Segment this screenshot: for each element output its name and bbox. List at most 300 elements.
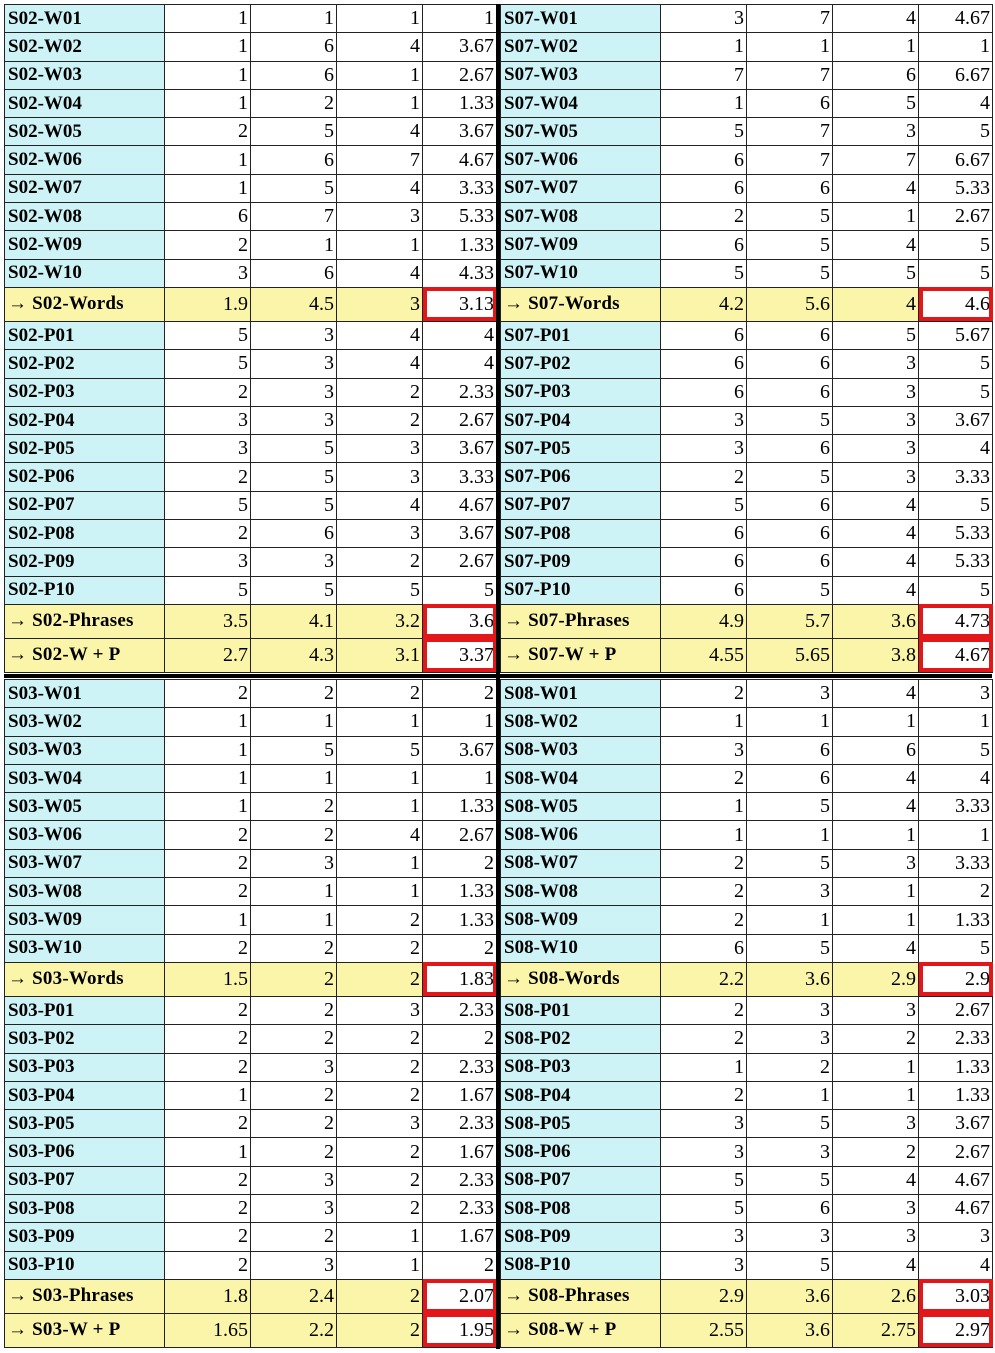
score-cell: 1 xyxy=(337,89,423,117)
summary-row xyxy=(5,604,497,638)
table-row xyxy=(5,491,497,519)
score-cell: 3 xyxy=(337,1110,423,1138)
score-cell: 3.33 xyxy=(919,463,993,491)
score-cell: 4 xyxy=(337,33,423,61)
score-cell: 3 xyxy=(337,435,423,463)
score-cell: 3 xyxy=(661,435,747,463)
score-cell: 1.33 xyxy=(919,1053,993,1081)
table-row xyxy=(501,1081,993,1109)
row-label: S03-P01 xyxy=(5,996,165,1024)
table-row xyxy=(501,878,993,906)
score-cell: 1 xyxy=(833,708,919,736)
score-cell: 6 xyxy=(747,321,833,349)
row-label: S07-P01 xyxy=(501,321,661,349)
score-cell: 1 xyxy=(165,708,251,736)
row-label: S02-P01 xyxy=(5,321,165,349)
table-row xyxy=(501,350,993,378)
score-cell: 4.1 xyxy=(251,604,337,638)
score-cell: 4.33 xyxy=(423,259,497,287)
score-cell: 5.65 xyxy=(747,638,833,672)
table-row xyxy=(501,1195,993,1223)
score-cell: 2 xyxy=(165,878,251,906)
score-cell: 5.33 xyxy=(919,174,993,202)
score-cell: 3 xyxy=(251,406,337,434)
summary-row xyxy=(501,1313,993,1347)
score-cell: 2.9 xyxy=(661,1279,747,1313)
row-label: S07-P05 xyxy=(501,435,661,463)
row-label: S03-W10 xyxy=(5,934,165,962)
score-cell: 5 xyxy=(747,1251,833,1279)
score-cell: 3.33 xyxy=(423,174,497,202)
score-cell: 6 xyxy=(661,576,747,604)
row-label: S03-W06 xyxy=(5,821,165,849)
table-row xyxy=(5,934,497,962)
score-cell: 1 xyxy=(833,1053,919,1081)
score-cell: 2 xyxy=(337,548,423,576)
score-cell: 5 xyxy=(337,736,423,764)
score-cell: 5 xyxy=(165,576,251,604)
score-cell: 2 xyxy=(423,1251,497,1279)
summary-row xyxy=(501,604,993,638)
table-row xyxy=(5,1025,497,1053)
score-cell: 1.67 xyxy=(423,1223,497,1251)
table-row xyxy=(501,146,993,174)
score-cell: 7 xyxy=(661,61,747,89)
row-label: S08-W01 xyxy=(501,680,661,708)
row-label: → S02-Words xyxy=(5,287,165,321)
score-cell: 5.33 xyxy=(919,520,993,548)
score-cell: 4 xyxy=(833,548,919,576)
table-row xyxy=(501,174,993,202)
row-label: S08-P05 xyxy=(501,1110,661,1138)
row-label: S03-W09 xyxy=(5,906,165,934)
score-cell: 2 xyxy=(251,1025,337,1053)
row-label: S03-W03 xyxy=(5,736,165,764)
score-cell: 2.55 xyxy=(661,1313,747,1347)
score-cell: 3 xyxy=(833,406,919,434)
score-cell: 2 xyxy=(165,1110,251,1138)
score-cell: 3 xyxy=(747,1025,833,1053)
table-row xyxy=(501,708,993,736)
score-cell: 3.33 xyxy=(423,463,497,491)
score-cell: 6 xyxy=(661,231,747,259)
row-label: S08-W07 xyxy=(501,849,661,877)
score-cell: 4 xyxy=(833,1166,919,1194)
score-cell: 3 xyxy=(251,378,337,406)
score-cell: 4 xyxy=(833,287,919,321)
score-cell: 5 xyxy=(919,491,993,519)
score-cell: 6 xyxy=(747,1195,833,1223)
score-cell: 1 xyxy=(337,1251,423,1279)
score-cell: 7 xyxy=(833,146,919,174)
data-table xyxy=(4,679,497,1348)
score-cell: 2 xyxy=(165,1025,251,1053)
score-cell: 6 xyxy=(747,736,833,764)
highlighted-mean-cell: 3.13 xyxy=(423,287,497,321)
table-row xyxy=(5,118,497,146)
score-cell: 6 xyxy=(747,548,833,576)
score-cell: 2 xyxy=(165,463,251,491)
score-cell: 6.67 xyxy=(919,61,993,89)
score-cell: 4 xyxy=(833,174,919,202)
row-label: S03-W05 xyxy=(5,793,165,821)
score-cell: 6 xyxy=(747,174,833,202)
score-cell: 6 xyxy=(747,435,833,463)
score-cell: 4.2 xyxy=(661,287,747,321)
score-cell: 2.75 xyxy=(833,1313,919,1347)
summary-row xyxy=(501,962,993,996)
table-row xyxy=(501,259,993,287)
score-cell: 6 xyxy=(661,321,747,349)
table-row xyxy=(5,378,497,406)
score-cell: 1 xyxy=(919,821,993,849)
row-label: S03-W01 xyxy=(5,680,165,708)
table-row xyxy=(5,764,497,792)
table-row xyxy=(5,548,497,576)
score-cell: 6 xyxy=(747,764,833,792)
score-cell: 4 xyxy=(337,174,423,202)
row-label: → S07-Phrases xyxy=(501,604,661,638)
score-cell: 3 xyxy=(337,996,423,1024)
score-cell: 5.33 xyxy=(423,203,497,231)
table-row xyxy=(501,435,993,463)
table-row xyxy=(501,1223,993,1251)
score-cell: 1 xyxy=(337,849,423,877)
score-cell: 2 xyxy=(165,118,251,146)
row-label: S02-W04 xyxy=(5,89,165,117)
score-cell: 4 xyxy=(919,89,993,117)
score-cell: 3 xyxy=(661,736,747,764)
table-row xyxy=(501,406,993,434)
score-cell: 1 xyxy=(165,1138,251,1166)
score-cell: 3.33 xyxy=(919,793,993,821)
score-cell: 2 xyxy=(423,934,497,962)
score-cell: 2 xyxy=(661,203,747,231)
score-cell: 2 xyxy=(661,463,747,491)
row-label: S08-P10 xyxy=(501,1251,661,1279)
score-cell: 1 xyxy=(423,764,497,792)
score-cell: 6 xyxy=(251,33,337,61)
table-row xyxy=(501,1138,993,1166)
score-cell: 5 xyxy=(919,736,993,764)
score-cell: 1 xyxy=(165,61,251,89)
table-row xyxy=(5,996,497,1024)
score-cell: 2 xyxy=(337,378,423,406)
score-cell: 5 xyxy=(251,576,337,604)
table-row xyxy=(5,1195,497,1223)
row-label: S02-W03 xyxy=(5,61,165,89)
row-label: S07-W07 xyxy=(501,174,661,202)
score-cell: 3.67 xyxy=(423,520,497,548)
score-cell: 6 xyxy=(251,61,337,89)
row-label: S08-P08 xyxy=(501,1195,661,1223)
score-cell: 6 xyxy=(661,548,747,576)
summary-row xyxy=(501,1279,993,1313)
score-cell: 2 xyxy=(251,1110,337,1138)
row-label: S02-W08 xyxy=(5,203,165,231)
table-row xyxy=(501,680,993,708)
score-cell: 2 xyxy=(251,821,337,849)
score-cell: 4 xyxy=(833,231,919,259)
score-cell: 5 xyxy=(661,118,747,146)
row-label: S07-W08 xyxy=(501,203,661,231)
score-cell: 2 xyxy=(165,1251,251,1279)
score-cell: 4 xyxy=(337,321,423,349)
score-cell: 3.6 xyxy=(747,962,833,996)
table-row xyxy=(501,934,993,962)
score-cell: 2 xyxy=(165,1223,251,1251)
score-cell: 3 xyxy=(251,548,337,576)
score-cell: 2 xyxy=(337,1279,423,1313)
score-cell: 2.2 xyxy=(661,962,747,996)
score-cell: 6 xyxy=(251,146,337,174)
score-cell: 5 xyxy=(747,934,833,962)
score-cell: 1 xyxy=(661,1053,747,1081)
score-cell: 2 xyxy=(661,906,747,934)
score-cell: 3 xyxy=(661,1110,747,1138)
score-cell: 1 xyxy=(165,764,251,792)
score-cell: 2.67 xyxy=(423,548,497,576)
score-cell: 7 xyxy=(747,61,833,89)
score-cell: 4 xyxy=(919,764,993,792)
row-label: S02-W10 xyxy=(5,259,165,287)
score-cell: 1 xyxy=(165,793,251,821)
score-cell: 3 xyxy=(747,996,833,1024)
score-cell: 3 xyxy=(833,849,919,877)
row-label: S03-P06 xyxy=(5,1138,165,1166)
score-cell: 6.67 xyxy=(919,146,993,174)
score-cell: 1 xyxy=(337,793,423,821)
score-cell: 6 xyxy=(747,520,833,548)
ratings-table xyxy=(4,4,992,1349)
score-cell: 2 xyxy=(165,231,251,259)
score-cell: 5 xyxy=(423,576,497,604)
score-cell: 3.33 xyxy=(919,849,993,877)
row-label: S02-P06 xyxy=(5,463,165,491)
table-row xyxy=(501,89,993,117)
score-cell: 2 xyxy=(337,1081,423,1109)
highlighted-mean-cell: 3.37 xyxy=(423,638,497,672)
score-cell: 2 xyxy=(251,1223,337,1251)
summary-row xyxy=(5,638,497,672)
score-cell: 2 xyxy=(251,793,337,821)
score-cell: 3 xyxy=(165,548,251,576)
score-cell: 2 xyxy=(919,878,993,906)
score-cell: 3 xyxy=(251,1195,337,1223)
score-cell: 2 xyxy=(165,680,251,708)
score-cell: 7 xyxy=(251,203,337,231)
score-cell: 5 xyxy=(919,934,993,962)
score-cell: 1 xyxy=(661,708,747,736)
score-cell: 2 xyxy=(423,1025,497,1053)
score-cell: 5 xyxy=(747,203,833,231)
score-cell: 5 xyxy=(165,321,251,349)
score-cell: 2 xyxy=(747,1053,833,1081)
row-label: S08-P06 xyxy=(501,1138,661,1166)
score-cell: 3 xyxy=(833,1195,919,1223)
score-cell: 2 xyxy=(337,1053,423,1081)
score-cell: 6 xyxy=(661,174,747,202)
score-cell: 3.67 xyxy=(423,435,497,463)
score-cell: 1 xyxy=(747,906,833,934)
score-cell: 4 xyxy=(423,321,497,349)
score-cell: 5 xyxy=(833,259,919,287)
score-cell: 1 xyxy=(165,5,251,33)
score-cell: 2 xyxy=(423,680,497,708)
score-cell: 4.9 xyxy=(661,604,747,638)
table-row xyxy=(501,1251,993,1279)
score-cell: 1 xyxy=(423,5,497,33)
score-cell: 1.33 xyxy=(423,231,497,259)
score-cell: 4 xyxy=(919,435,993,463)
score-cell: 1.67 xyxy=(423,1081,497,1109)
score-cell: 1 xyxy=(661,821,747,849)
table-row xyxy=(5,1053,497,1081)
table-row xyxy=(5,174,497,202)
score-cell: 4.55 xyxy=(661,638,747,672)
score-cell: 5 xyxy=(661,491,747,519)
score-cell: 1 xyxy=(833,1081,919,1109)
row-label: S07-P03 xyxy=(501,378,661,406)
score-cell: 4 xyxy=(423,350,497,378)
score-cell: 2.67 xyxy=(919,203,993,231)
table-block-s03 xyxy=(4,679,496,1348)
score-cell: 5 xyxy=(251,736,337,764)
score-cell: 2.9 xyxy=(833,962,919,996)
score-cell: 3.67 xyxy=(919,1110,993,1138)
score-cell: 3.8 xyxy=(833,638,919,672)
score-cell: 2 xyxy=(337,1025,423,1053)
table-row xyxy=(5,231,497,259)
score-cell: 1 xyxy=(165,89,251,117)
score-cell: 1 xyxy=(337,708,423,736)
table-row xyxy=(5,793,497,821)
table-row xyxy=(501,996,993,1024)
score-cell: 2 xyxy=(337,934,423,962)
score-cell: 1.33 xyxy=(423,793,497,821)
score-cell: 7 xyxy=(747,146,833,174)
row-label: S02-W09 xyxy=(5,231,165,259)
score-cell: 4 xyxy=(337,491,423,519)
row-label: S07-W03 xyxy=(501,61,661,89)
score-cell: 1 xyxy=(833,906,919,934)
score-cell: 5 xyxy=(747,1166,833,1194)
table-row xyxy=(501,736,993,764)
score-cell: 4 xyxy=(833,576,919,604)
score-cell: 3.67 xyxy=(423,736,497,764)
score-cell: 4 xyxy=(833,680,919,708)
score-cell: 3 xyxy=(833,118,919,146)
score-cell: 2.6 xyxy=(833,1279,919,1313)
score-cell: 1 xyxy=(337,878,423,906)
summary-row xyxy=(5,1313,497,1347)
table-row xyxy=(501,118,993,146)
row-label: S07-W09 xyxy=(501,231,661,259)
table-row xyxy=(501,793,993,821)
row-label: S07-P04 xyxy=(501,406,661,434)
score-cell: 1.67 xyxy=(423,1138,497,1166)
table-row xyxy=(5,203,497,231)
score-cell: 6 xyxy=(661,378,747,406)
score-cell: 5 xyxy=(747,406,833,434)
highlighted-mean-cell: 3.03 xyxy=(919,1279,993,1313)
summary-row xyxy=(501,638,993,672)
score-cell: 2 xyxy=(661,1081,747,1109)
table-row xyxy=(5,321,497,349)
row-label: S08-W06 xyxy=(501,821,661,849)
row-label: S08-W10 xyxy=(501,934,661,962)
row-label: S03-W04 xyxy=(5,764,165,792)
score-cell: 5 xyxy=(919,378,993,406)
score-cell: 5 xyxy=(661,1195,747,1223)
table-row xyxy=(501,821,993,849)
row-label: S08-W05 xyxy=(501,793,661,821)
score-cell: 1 xyxy=(251,708,337,736)
table-row xyxy=(501,61,993,89)
score-cell: 3 xyxy=(251,1251,337,1279)
row-label: S03-W07 xyxy=(5,849,165,877)
score-cell: 3.67 xyxy=(423,118,497,146)
table-row xyxy=(501,33,993,61)
row-label: S03-P07 xyxy=(5,1166,165,1194)
score-cell: 3 xyxy=(833,378,919,406)
summary-row xyxy=(5,287,497,321)
row-label: S02-W02 xyxy=(5,33,165,61)
score-cell: 2 xyxy=(251,934,337,962)
score-cell: 6 xyxy=(251,259,337,287)
row-label: S08-W04 xyxy=(501,764,661,792)
score-cell: 4.67 xyxy=(919,1195,993,1223)
score-cell: 2 xyxy=(251,962,337,996)
score-cell: 1 xyxy=(337,1223,423,1251)
score-cell: 5 xyxy=(919,259,993,287)
score-cell: 5 xyxy=(251,491,337,519)
horizontal-divider xyxy=(4,674,992,678)
score-cell: 1 xyxy=(337,231,423,259)
score-cell: 2 xyxy=(251,996,337,1024)
score-cell: 5.6 xyxy=(747,287,833,321)
table-block-s07 xyxy=(500,4,992,673)
score-cell: 2.67 xyxy=(919,1138,993,1166)
score-cell: 3 xyxy=(833,1110,919,1138)
score-cell: 3 xyxy=(747,1138,833,1166)
score-cell: 3 xyxy=(747,878,833,906)
row-label: → S02-Phrases xyxy=(5,604,165,638)
table-row xyxy=(501,5,993,33)
table-row xyxy=(5,89,497,117)
highlighted-mean-cell: 1.83 xyxy=(423,962,497,996)
score-cell: 3.5 xyxy=(165,604,251,638)
score-cell: 1 xyxy=(337,61,423,89)
highlighted-mean-cell: 2.9 xyxy=(919,962,993,996)
row-label: S07-W05 xyxy=(501,118,661,146)
row-label: S02-P10 xyxy=(5,576,165,604)
highlighted-mean-cell: 1.95 xyxy=(423,1313,497,1347)
score-cell: 6 xyxy=(661,350,747,378)
score-cell: 3 xyxy=(833,996,919,1024)
score-cell: 1.9 xyxy=(165,287,251,321)
row-label: S02-W06 xyxy=(5,146,165,174)
score-cell: 1 xyxy=(747,708,833,736)
row-label: S08-P03 xyxy=(501,1053,661,1081)
score-cell: 4.67 xyxy=(919,5,993,33)
score-cell: 2 xyxy=(661,878,747,906)
score-cell: 1 xyxy=(337,764,423,792)
table-row xyxy=(5,5,497,33)
score-cell: 4 xyxy=(337,821,423,849)
row-label: S08-W02 xyxy=(501,708,661,736)
score-cell: 7 xyxy=(747,118,833,146)
